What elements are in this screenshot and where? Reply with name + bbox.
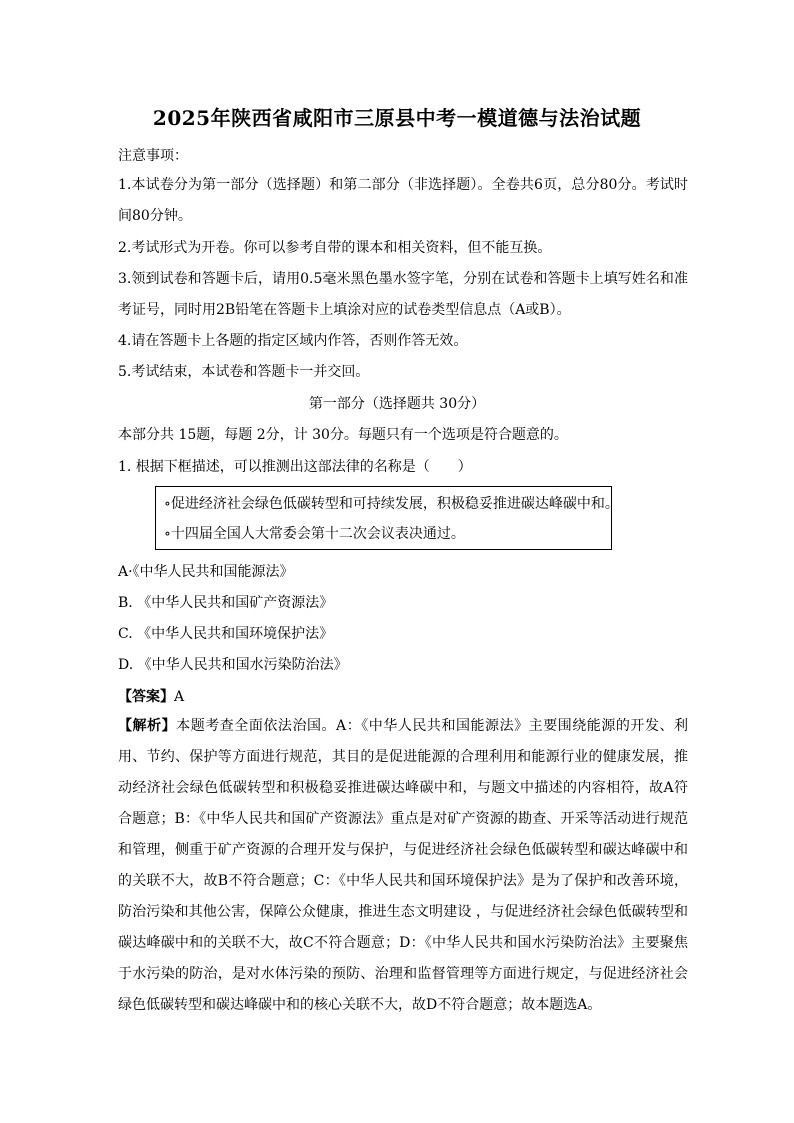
option-c: C. 《中华人民共和国环境保护法》 — [118, 626, 334, 642]
answer-value: A — [174, 689, 185, 705]
option-d: D. 《中华人民共和国水污染防治法》 — [118, 657, 348, 673]
analysis-label: 【解析】 — [118, 718, 177, 734]
description-line-2: ∘十四届全国人大常委会第十二次会议表决通过。 — [164, 526, 465, 542]
notice-heading: 注意事项： — [118, 148, 188, 164]
notice-item-2: 2.考试形式为开卷。你可以参考自带的课本和相关资料，但不能互换。 — [118, 240, 552, 256]
notice-item-3: 3.领到试卷和答题卡后，请用0.5毫米黑色墨水签字笔，分别在试卷和答题卡上填写姓名和准考证号，同时用2B铅笔在答题卡上填涂对应的试卷类型信息点（A或B）。 — [118, 271, 688, 318]
analysis-text: 本题考查全面依法治国。A：《中华人民共和国能源法》主要围绕能源的开发、利用、节约、保护等方面进行规范，其目的是促进能源的合理利用和能源行业的健康发展，推动经济社会绿色低碳转型和积极稳妥推进碳达峰碳中和，与题文中描述的内容相符，故A符合题意；B：《中华人民共和国矿产资源法》重点是对矿产资源的勘查、开采等活动进行规范和管理，侧重于矿产资源的合理开发与保护，与促进经济社会绿色低碳转型和碳达峰碳中和的关联不大，故B不符合题意；C：《中华人民共和国环境保护法》是为了保护和改善环境，防治污染和其他公害，保障公众健康，推进生态文明建设 ，与促进经济社会绿色低碳转型和碳达峰碳中和的关联不大，故C不符合题意；D：《中华人民共和国水污染防治法》主要聚焦于水污染的防治，是对水体污染的预防、治理和监督管理等方面进行规定，与促进经济社会绿色低碳转型和碳达峰碳中和的核心关联不大，故D不符合题意；故本题选A。 — [118, 718, 689, 1013]
analysis-paragraph — [118, 711, 688, 1021]
page-title: 2025年陕西省咸阳市三原县中考一模道德与法治试题 — [152, 106, 642, 130]
part-one-intro: 本部分共 15题，每题 2分，计 30分。每题只有一个选项是符合题意的。 — [118, 427, 568, 443]
question-1-description-box — [155, 486, 619, 550]
part-one-heading: 第一部分（选择题共 30分） — [308, 396, 486, 412]
option-b: B. 《中华人民共和国矿产资源法》 — [118, 595, 334, 611]
answer-line — [118, 687, 184, 707]
answer-label: 【答案】 — [118, 689, 174, 705]
notice-item-4: 4.请在答题卡上各题的指定区域内作答，否则作答无效。 — [118, 333, 468, 349]
option-a: A·《中华人民共和国能源法》 — [118, 564, 294, 580]
notice-item-1: 1.本试卷分为第一部分（选择题）和第二部分（非选择题）。全卷共6页，总分80分。考试时间80分钟。 — [118, 177, 688, 224]
question-1-stem: 1. 根据下框描述，可以推测出这部法律的名称是（ ） — [118, 459, 472, 475]
description-line-1: ∘促进经济社会绿色低碳转型和可持续发展，积极稳妥推进碳达峰碳中和。 — [164, 496, 619, 512]
notice-item-5: 5.考试结束，本试卷和答题卡一并交回。 — [118, 364, 370, 380]
